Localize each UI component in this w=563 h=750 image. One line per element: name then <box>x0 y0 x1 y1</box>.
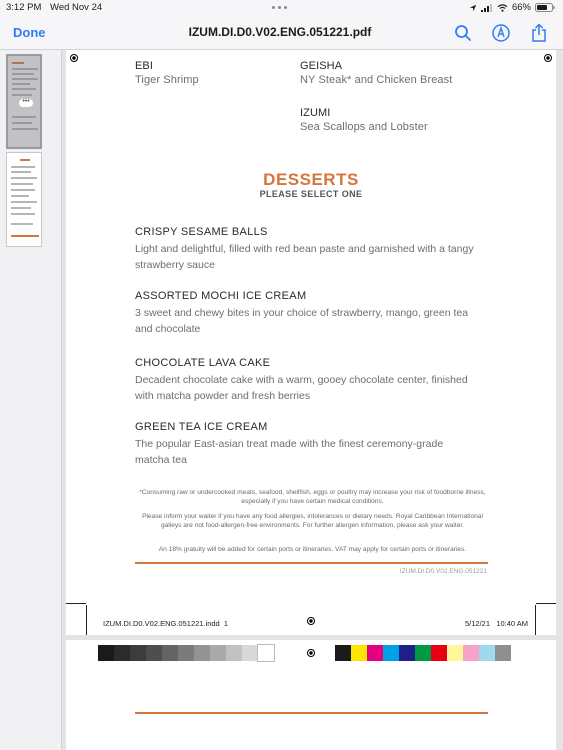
color-swatch <box>114 645 130 661</box>
allergy-notice: Please inform your waiter if you have any food allergies, intolerances or dietary needs. Royal Caribbean International galleys are not food-allergen-free environments. For further allergen information, please ask your waiter. <box>142 513 483 529</box>
dessert-item <box>135 357 480 404</box>
page-thumbnail-2[interactable] <box>6 152 42 247</box>
share-icon[interactable] <box>527 21 551 45</box>
dessert-desc: Light and delightful, filled with red bean paste and garnished with a tangy strawberry sauce <box>135 243 474 271</box>
dessert-name: ASSORTED MOCHI ICE CREAM <box>135 290 307 302</box>
dessert-name: CRISPY SESAME BALLS <box>135 226 268 238</box>
dessert-desc: Decadent chocolate cake with a warm, gooey chocolate center, finished with matcha powder and fresh berries <box>135 374 468 402</box>
color-swatch <box>258 645 274 661</box>
color-swatch <box>242 645 258 661</box>
entree-desc: NY Steak* and Chicken Breast <box>300 74 453 86</box>
color-swatch <box>98 645 114 661</box>
section-title: DESSERTS <box>263 170 359 189</box>
color-swatch <box>226 645 242 661</box>
crop-mark <box>535 605 536 635</box>
footer-page-number: 1 <box>223 619 229 628</box>
signal-icon <box>481 4 493 12</box>
document-code: IZUM.DI.D0.V02.ENG.051221 <box>399 568 487 575</box>
dessert-name: CHOCOLATE LAVA CAKE <box>135 357 271 369</box>
orange-divider <box>135 562 488 564</box>
status-time: 3:12 PM <box>6 2 42 13</box>
page-thumbnail-1[interactable] <box>6 54 42 149</box>
crop-mark <box>536 603 556 604</box>
section-subtitle: PLEASE SELECT ONE <box>259 189 363 199</box>
color-swatch <box>178 645 194 661</box>
done-button[interactable]: Done <box>13 25 46 40</box>
entree-desc: Sea Scallops and Lobster <box>300 121 428 133</box>
battery-percent: 66% <box>511 2 531 13</box>
color-swatch <box>383 645 399 661</box>
registration-mark-icon <box>307 649 315 657</box>
gratuity-notice: An 18% gratuity will be added for certain ports or itineraries. VAT may apply for certain ports or itineraries. <box>158 546 467 553</box>
entree-name: IZUMI <box>300 107 331 119</box>
thumbnail-sidebar <box>0 50 62 750</box>
entree-item <box>300 60 452 86</box>
orange-divider <box>135 712 488 714</box>
color-swatch-bar <box>335 645 511 661</box>
markup-icon[interactable] <box>489 21 513 45</box>
search-icon[interactable] <box>451 21 475 45</box>
crop-mark <box>66 603 86 604</box>
gray-swatch-bar <box>98 645 274 661</box>
pdf-page-next[interactable] <box>66 640 556 750</box>
color-swatch <box>479 645 495 661</box>
entree-name: EBI <box>135 60 154 72</box>
color-swatch <box>210 645 226 661</box>
battery-icon <box>535 3 555 12</box>
color-swatch <box>162 645 178 661</box>
registration-mark-icon <box>544 54 552 62</box>
nav-actions <box>451 21 551 45</box>
footer-file <box>103 619 228 628</box>
color-swatch <box>335 645 351 661</box>
footer-time: 10:40 AM <box>496 619 528 628</box>
color-swatch <box>399 645 415 661</box>
dessert-desc: 3 sweet and chewy bites in your choice of strawberry, mango, green tea and chocolate <box>135 307 469 335</box>
location-icon <box>469 4 477 12</box>
status-date: Wed Nov 24 <box>50 2 103 13</box>
document-title: IZUM.DI.D0.V02.ENG.051221.pdf <box>188 25 372 39</box>
color-swatch <box>367 645 383 661</box>
consumption-notice: *Consuming raw or undercooked meats, seafood, shellfish, eggs or poultry may increase your risk of foodborne illness, especially if you have certain medical conditions. <box>139 489 486 505</box>
color-swatch <box>130 645 146 661</box>
color-swatch <box>415 645 431 661</box>
entree-item <box>300 107 428 133</box>
color-swatch <box>431 645 447 661</box>
status-left <box>6 2 108 13</box>
color-swatch <box>146 645 162 661</box>
dessert-name: GREEN TEA ICE CREAM <box>135 421 268 433</box>
entree-item <box>135 60 199 86</box>
more-icon[interactable]: ••• <box>19 99 33 107</box>
dessert-item <box>135 290 480 337</box>
color-swatch <box>194 645 210 661</box>
dessert-item <box>135 226 480 273</box>
entree-name: GEISHA <box>300 60 343 72</box>
color-swatch <box>351 645 367 661</box>
color-swatch <box>447 645 463 661</box>
color-swatch <box>463 645 479 661</box>
footer-date: 5/12/21 <box>465 619 491 628</box>
footer-timestamp <box>465 619 528 628</box>
pdf-page[interactable] <box>66 50 556 635</box>
wifi-icon <box>497 4 508 12</box>
crop-mark <box>86 605 87 635</box>
dessert-desc: The popular East-asian treat made with the finest ceremony-grade matcha tea <box>135 438 444 466</box>
registration-mark-icon <box>70 54 78 62</box>
status-bar <box>0 0 563 16</box>
registration-mark-icon <box>307 617 315 625</box>
nav-bar <box>0 16 563 50</box>
dessert-item <box>135 421 480 468</box>
status-right <box>469 2 555 13</box>
entree-desc: Tiger Shrimp <box>135 74 199 86</box>
footer-filename: IZUM.DI.D0.V02.ENG.051221.indd <box>103 619 220 628</box>
multitasking-dots-icon[interactable] <box>272 6 287 9</box>
color-swatch <box>495 645 511 661</box>
